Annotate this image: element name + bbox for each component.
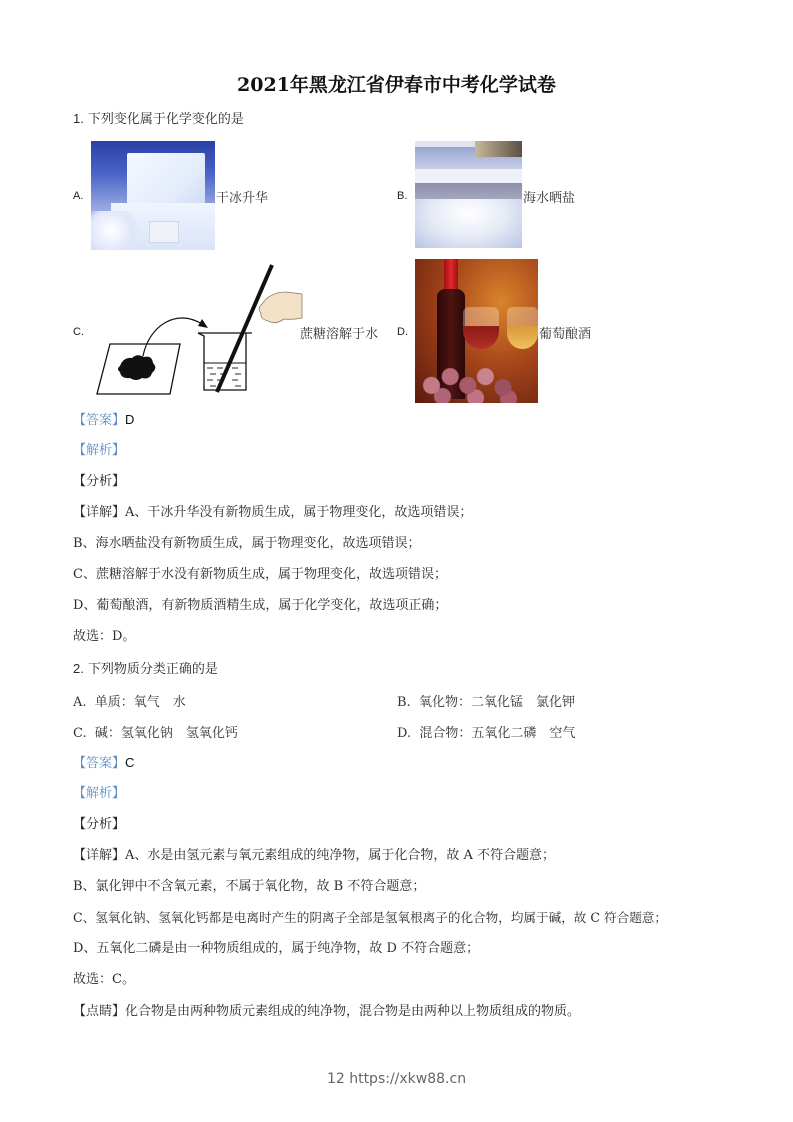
conclusion-line: 故选：C。 xyxy=(73,972,135,987)
tip-label: 【点睛】 xyxy=(73,1004,126,1019)
detail-text: A、水是由氢元素与氧元素组成的纯净物，属于化合物，故 A 不符合题意； xyxy=(125,848,556,863)
question-2-stem xyxy=(73,660,218,679)
fenxi-label: 【分析】 xyxy=(73,817,126,832)
question-text: 下列变化属于化学变化的是 xyxy=(87,112,244,127)
detail-label: 【详解】 xyxy=(73,848,126,863)
option-letter: C. xyxy=(73,726,87,741)
page-title: 2021年黑龙江省伊春市中考化学试卷 xyxy=(237,74,556,96)
detail-line: B、海水晒盐没有新物质生成，属于物理变化，故选项错误； xyxy=(73,536,421,551)
question-number: 1. xyxy=(73,111,84,126)
analysis-label: 【解析】 xyxy=(73,786,126,801)
detail-label: 【详解】 xyxy=(73,505,126,520)
option-d-letter: D. xyxy=(397,326,408,338)
option-c-caption: 蔗糖溶解于水 xyxy=(300,327,379,342)
answer-value: D xyxy=(125,412,135,427)
wine-grapes-image xyxy=(415,259,538,403)
option-letter: D. xyxy=(397,726,412,741)
detail-text: A、干冰升华没有新物质生成，属于物理变化，故选项错误； xyxy=(125,505,473,520)
question-number: 2. xyxy=(73,661,84,676)
q2-option-b xyxy=(397,691,575,710)
option-letter: B. xyxy=(397,695,411,710)
option-text: 碱：氢氧化钠 氢氧化钙 xyxy=(94,726,238,741)
sugar-dissolving-diagram xyxy=(94,260,304,396)
answer-value: C xyxy=(125,755,135,770)
option-letter: A. xyxy=(73,695,87,710)
conclusion-line: 故选：D。 xyxy=(73,629,136,644)
detail-line: C、氢氧化钠、氢氧化钙都是电离时产生的阴离子全部是氢氧根离子的化合物，均属于碱，故 C 符合题意； xyxy=(73,910,667,925)
option-a-letter: A. xyxy=(73,190,84,202)
q2-option-a xyxy=(73,691,186,710)
detail-line: D、葡萄酿酒，有新物质酒精生成，属于化学变化，故选项正确； xyxy=(73,598,448,613)
option-b-caption: 海水晒盐 xyxy=(523,191,576,206)
detail-line: D、五氧化二磷是由一种物质组成的，属于纯净物，故 D 不符合题意； xyxy=(73,941,480,956)
tip-line xyxy=(73,1003,580,1021)
option-c-letter: C. xyxy=(73,326,84,338)
option-text: 氧化物：二氧化锰 氯化钾 xyxy=(418,695,575,710)
page-footer: 12 https://xkw88.cn xyxy=(326,1071,467,1087)
analysis-label: 【解析】 xyxy=(73,443,126,458)
question-1-stem xyxy=(73,110,244,129)
detail-line xyxy=(73,847,555,865)
answer-label: 【答案】 xyxy=(73,756,126,771)
option-text: 单质：氧气 水 xyxy=(94,695,186,710)
option-b-letter: B. xyxy=(397,190,408,202)
detail-line: C、蔗糖溶解于水没有新物质生成，属于物理变化，故选项错误； xyxy=(73,567,447,582)
sea-salt-image xyxy=(415,141,522,248)
tip-text: 化合物是由两种物质元素组成的纯净物，混合物是由两种以上物质组成的物质。 xyxy=(125,1004,581,1019)
fenxi-label: 【分析】 xyxy=(73,474,126,489)
option-d-caption: 葡萄酿酒 xyxy=(539,327,592,342)
q2-option-d xyxy=(397,722,575,741)
answer-label: 【答案】 xyxy=(73,413,126,428)
answer-line xyxy=(73,411,134,430)
detail-line: B、氯化钾中不含氧元素，不属于氧化物，故 B 不符合题意； xyxy=(73,879,426,894)
dry-ice-image xyxy=(91,141,215,250)
detail-line xyxy=(73,504,472,522)
option-a-caption: 干冰升华 xyxy=(216,191,269,206)
answer-line xyxy=(73,754,134,773)
q2-option-c xyxy=(73,722,238,741)
question-text: 下列物质分类正确的是 xyxy=(87,662,218,677)
option-text: 混合物：五氧化二磷 空气 xyxy=(419,726,576,741)
